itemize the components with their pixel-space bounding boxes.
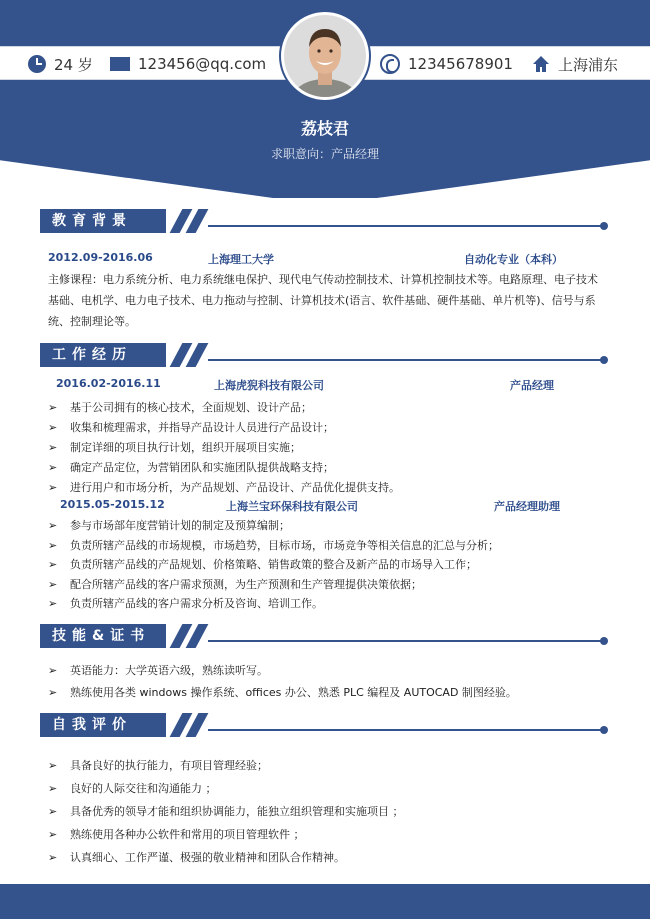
list-item: ➢ 制定详细的项目执行计划，组织开展项目实施； xyxy=(48,438,608,458)
list-item: ➢ 负责所辖产品线的客户需求分析及咨询、培训工作。 xyxy=(48,594,608,614)
header-dot xyxy=(600,356,608,364)
self-evaluation-section-header xyxy=(40,713,610,737)
location-text: 上海浦东 xyxy=(558,55,619,74)
education-courses: 主修课程：电力系统分析、电力系统继电保护、现代电气传动控制技术、计算机控制技术等。电路原理、电子技术基础、电机学、电力电子技术、电力拖动与控制、计算机技术(语言、软件基础、硬件基础、单片机等)、信号与系统、控制理论等。 xyxy=(48,273,598,328)
clock-icon xyxy=(28,55,46,73)
list-item: ➢ 熟练使用各类 windows 操作系统、offices 办公、熟悉 PLC 编程及 AUTOCAD 制图经验。 xyxy=(48,682,608,704)
header-rule xyxy=(208,359,604,361)
list-item: ➢ 具备良好的执行能力，有项目管理经验； xyxy=(48,754,608,777)
job-position: 产品经理 xyxy=(510,379,554,392)
education-section-header xyxy=(40,209,610,233)
age-text: 24 岁 xyxy=(54,55,93,74)
list-item: ➢ 基于公司拥有的核心技术，全面规划、设计产品； xyxy=(48,398,608,418)
job-period: 2015.05-2015.12 xyxy=(60,498,165,511)
list-item: ➢ 具备优秀的领导才能和组织协调能力，能独立组织管理和实施项目 ； xyxy=(48,800,608,823)
job-period: 2016.02-2016.11 xyxy=(56,377,161,390)
education-period: 2012.09-2016.06 xyxy=(48,251,153,264)
job-duties-list xyxy=(48,516,608,614)
skills-section-title: 技能&证书 xyxy=(40,624,166,648)
bottom-band xyxy=(0,884,650,919)
email-info xyxy=(110,53,266,75)
job-position: 产品经理助理 xyxy=(494,500,560,513)
mail-icon xyxy=(110,57,130,71)
job-company: 上海兰宝环保科技有限公司 xyxy=(226,500,358,513)
skills-section-header xyxy=(40,624,610,648)
self-evaluation-list xyxy=(48,754,608,869)
location-info xyxy=(532,53,618,75)
job-duties-list xyxy=(48,398,608,498)
phone-text: 12345678901 xyxy=(408,55,513,73)
list-item: ➢ 负责所辖产品线的产品规划、价格策略、销售政策的整合及新产品的市场导入工作； xyxy=(48,555,608,575)
list-item: ➢ 英语能力：大学英语六级，熟练读听写。 xyxy=(48,660,608,682)
header-rule xyxy=(208,640,604,642)
work-section-title: 工作经历 xyxy=(40,343,166,367)
list-item: ➢ 配合所辖产品线的客户需求预测，为生产预测和生产管理提供决策依据； xyxy=(48,575,608,595)
list-item: ➢ 良好的人际交往和沟通能力 ； xyxy=(48,777,608,800)
list-item: ➢ 参与市场部年度营销计划的制定及预算编制； xyxy=(48,516,608,536)
education-school: 上海理工大学 xyxy=(208,253,274,266)
list-item: ➢ 收集和梳理需求，并指导产品设计人员进行产品设计； xyxy=(48,418,608,438)
self-evaluation-section-title: 自我评价 xyxy=(40,713,166,737)
list-item: ➢ 负责所辖产品线的市场规模，市场趋势，目标市场，市场竞争等相关信息的汇总与分析； xyxy=(48,536,608,556)
header-dot xyxy=(600,726,608,734)
job-intention: 求职意向：产品经理 xyxy=(270,147,379,161)
avatar-photo xyxy=(281,12,369,100)
list-item: ➢ 熟练使用各种办公软件和常用的项目管理软件 ； xyxy=(48,823,608,846)
list-item: ➢ 进行用户和市场分析，为产品规划、产品设计、产品优化提供支持。 xyxy=(48,478,608,498)
education-major: 自动化专业（本科） xyxy=(464,253,563,266)
header-dot xyxy=(600,222,608,230)
phone-info xyxy=(380,53,513,75)
job-company: 上海虎猊科技有限公司 xyxy=(214,379,324,392)
skills-list xyxy=(48,660,608,704)
candidate-name: 荔枝君 xyxy=(300,119,349,138)
work-section-header xyxy=(40,343,610,367)
header-rule xyxy=(208,729,604,731)
email-text: 123456@qq.com xyxy=(138,55,267,73)
age-info xyxy=(28,53,93,75)
header-dot xyxy=(600,637,608,645)
list-item: ➢ 确定产品定位，为营销团队和实施团队提供战略支持； xyxy=(48,458,608,478)
home-icon xyxy=(532,55,550,73)
header-rule xyxy=(208,225,604,227)
phone-icon xyxy=(380,54,400,74)
list-item: ➢ 认真细心、工作严谨、极强的敬业精神和团队合作精神。 xyxy=(48,846,608,869)
education-section-title: 教育背景 xyxy=(40,209,166,233)
